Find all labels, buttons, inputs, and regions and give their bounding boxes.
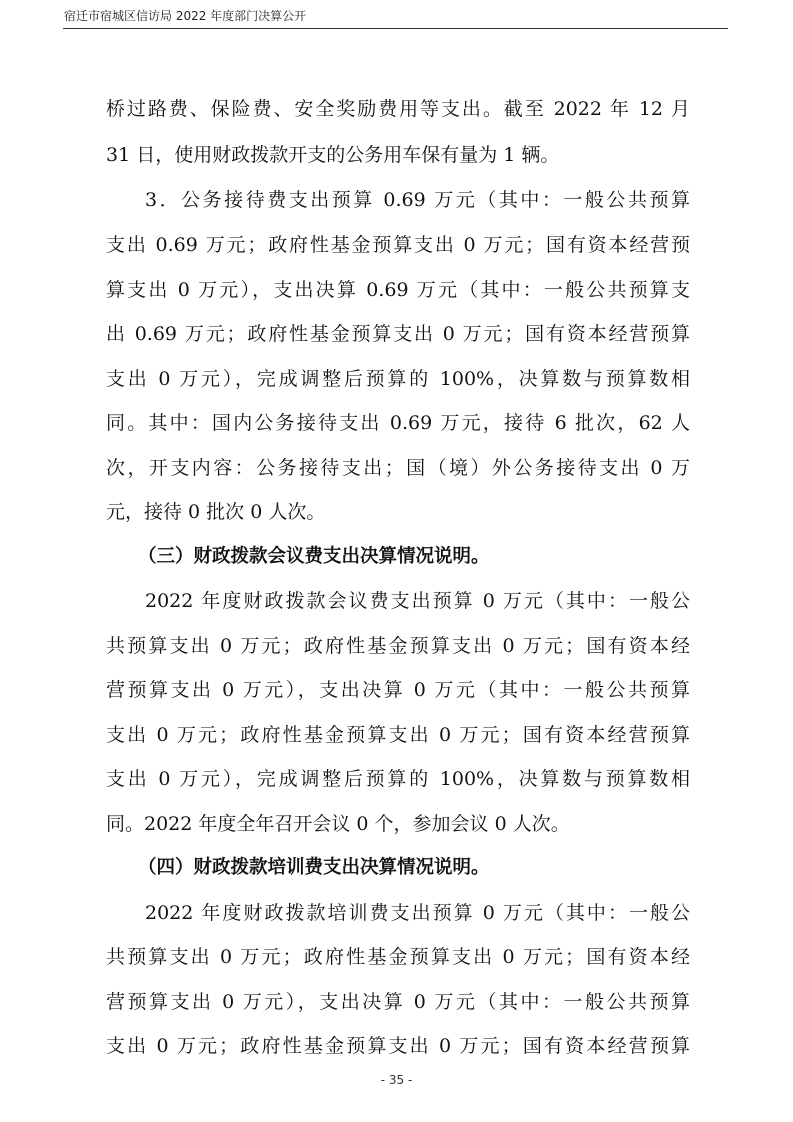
body-line: 支出 0 万元），完成调整后预算的 100%，决算数与预算数相 (106, 768, 690, 790)
header-divider (63, 28, 728, 29)
body-line: 同。2022 年度全年召开会议 0 个，参加会议 0 人次。 (106, 813, 570, 835)
body-line: 元，接待 0 批次 0 人次。 (106, 501, 326, 523)
body-line: 共预算支出 0 万元；政府性基金预算支出 0 万元；国有资本经 (106, 635, 690, 657)
body-line: 算支出 0 万元），支出决算 0.69 万元（其中：一般公共预算支 (106, 279, 690, 301)
body-line: 营预算支出 0 万元），支出决算 0 万元（其中：一般公共预算 (106, 991, 690, 1013)
body-line: 支出 0.69 万元；政府性基金预算支出 0 万元；国有资本经营预 (106, 234, 690, 256)
body-line: 共预算支出 0 万元；政府性基金预算支出 0 万元；国有资本经 (106, 946, 690, 968)
section-heading-meeting-expenses: （三）财政拨款会议费支出决算情况说明。 (138, 546, 490, 567)
page-number: - 35 - (380, 1073, 413, 1087)
body-line: 支出 0 万元），完成调整后预算的 100%，决算数与预算数相 (106, 368, 690, 390)
body-line: 营预算支出 0 万元），支出决算 0 万元（其中：一般公共预算 (106, 679, 690, 701)
body-line: 2022 年度财政拨款会议费支出预算 0 万元（其中：一般公 (145, 590, 690, 612)
body-line: 31 日，使用财政拨款开支的公务用车保有量为 1 辆。 (106, 144, 560, 166)
body-line: 桥过路费、保险费、安全奖励费用等支出。截至 2022 年 12 月 (106, 98, 690, 120)
body-line: 同。其中：国内公务接待支出 0.69 万元，接待 6 批次，62 人 (106, 412, 690, 434)
body-line: 支出 0 万元；政府性基金预算支出 0 万元；国有资本经营预算 (106, 1035, 690, 1057)
body-line: 次，开支内容：公务接待支出；国（境）外公务接待支出 0 万 (106, 457, 690, 479)
body-line: 2022 年度财政拨款培训费支出预算 0 万元（其中：一般公 (145, 902, 690, 924)
section-heading-training-expenses: （四）财政拨款培训费支出决算情况说明。 (138, 857, 490, 878)
body-line: 出 0.69 万元；政府性基金预算支出 0 万元；国有资本经营预算 (106, 323, 690, 345)
body-line: 3．公务接待费支出预算 0.69 万元（其中：一般公共预算 (145, 189, 690, 211)
body-line: 支出 0 万元；政府性基金预算支出 0 万元；国有资本经营预算 (106, 724, 690, 746)
page-header-title: 宿迁市宿城区信访局 2022 年度部门决算公开 (64, 9, 307, 23)
